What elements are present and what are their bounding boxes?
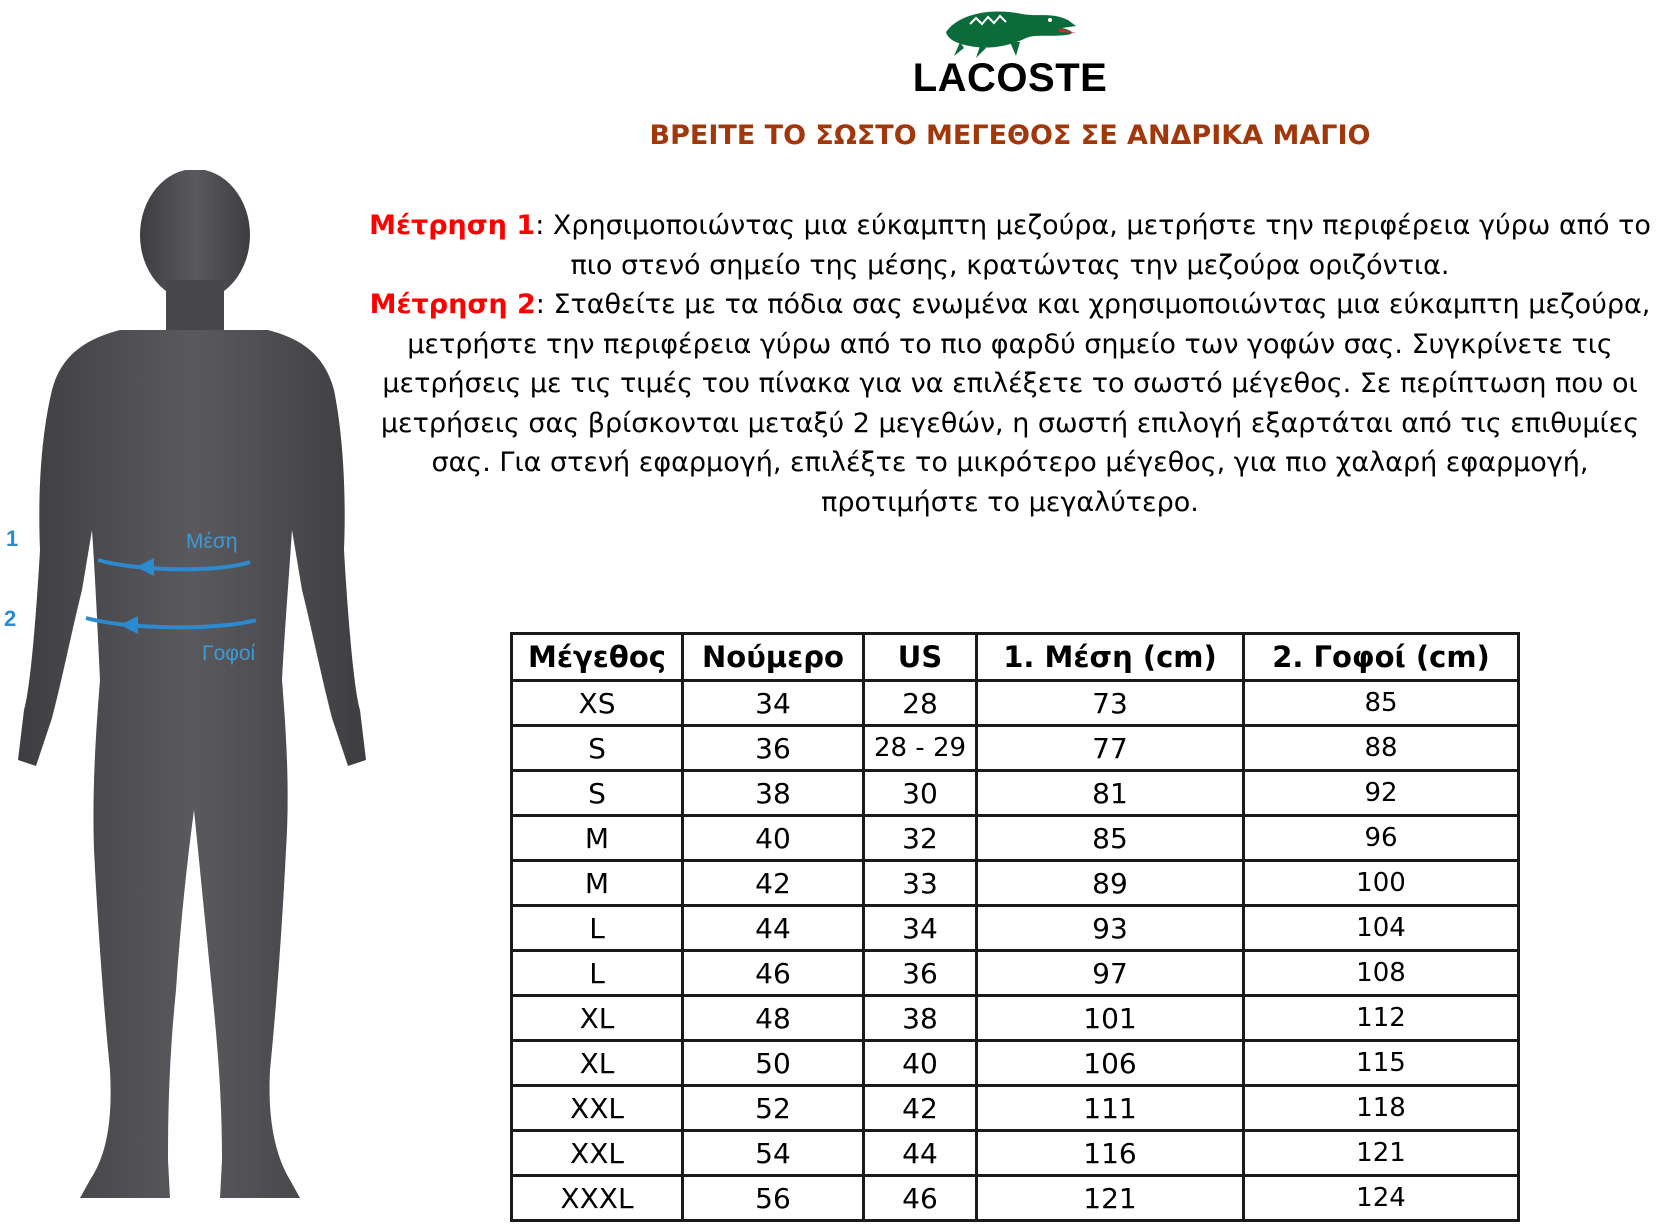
cell-number: 56 — [683, 1176, 864, 1221]
table-row — [512, 771, 1519, 816]
brand-name: LACOSTE — [912, 56, 1108, 100]
size-table — [510, 632, 1520, 1222]
cell-number: 44 — [683, 906, 864, 951]
cell-number: 34 — [683, 681, 864, 726]
cell-waist: 89 — [977, 861, 1244, 906]
cell-hips: 118 — [1244, 1086, 1519, 1131]
page-title: ΒΡΕΙΤΕ ΤΟ ΣΩΣΤΟ ΜΕΓΕΘΟΣ ΣΕ ΑΝΔΡΙΚΑ ΜΑΓΙΟ — [649, 120, 1371, 151]
cell-us: 46 — [864, 1176, 977, 1221]
cell-size: XXL — [512, 1131, 683, 1176]
table-row — [512, 681, 1519, 726]
table-body — [512, 681, 1519, 1221]
cell-hips: 85 — [1244, 681, 1519, 726]
cell-hips: 88 — [1244, 726, 1519, 771]
cell-hips: 124 — [1244, 1176, 1519, 1221]
cell-us: 36 — [864, 951, 977, 996]
cell-us: 44 — [864, 1131, 977, 1176]
cell-size: M — [512, 816, 683, 861]
cell-size: XL — [512, 996, 683, 1041]
cell-number: 54 — [683, 1131, 864, 1176]
hip-label: Γοφοί — [202, 642, 256, 665]
table-row — [512, 906, 1519, 951]
measurement-instructions — [360, 206, 1660, 522]
cell-size: XS — [512, 681, 683, 726]
cell-number: 48 — [683, 996, 864, 1041]
cell-us: 40 — [864, 1041, 977, 1086]
cell-hips: 92 — [1244, 771, 1519, 816]
cell-waist: 111 — [977, 1086, 1244, 1131]
cell-hips: 104 — [1244, 906, 1519, 951]
table-row — [512, 726, 1519, 771]
cell-number: 42 — [683, 861, 864, 906]
table-header-row — [512, 634, 1519, 681]
cell-hips: 115 — [1244, 1041, 1519, 1086]
cell-waist: 121 — [977, 1176, 1244, 1221]
cell-number: 36 — [683, 726, 864, 771]
cell-waist: 106 — [977, 1041, 1244, 1086]
header-us: US — [864, 634, 977, 681]
cell-waist: 93 — [977, 906, 1244, 951]
table-row — [512, 1041, 1519, 1086]
cell-number: 50 — [683, 1041, 864, 1086]
cell-us: 33 — [864, 861, 977, 906]
table-row — [512, 816, 1519, 861]
cell-number: 38 — [683, 771, 864, 816]
cell-waist: 116 — [977, 1131, 1244, 1176]
cell-waist: 97 — [977, 951, 1244, 996]
cell-us: 28 — [864, 681, 977, 726]
brand-logo — [900, 0, 1120, 104]
cell-us: 30 — [864, 771, 977, 816]
cell-waist: 73 — [977, 681, 1244, 726]
cell-waist: 101 — [977, 996, 1244, 1041]
header-hips: 2. Γοφοί (cm) — [1244, 634, 1519, 681]
body-silhouette-icon — [0, 170, 370, 1220]
cell-waist: 81 — [977, 771, 1244, 816]
cell-number: 52 — [683, 1086, 864, 1131]
cell-us: 38 — [864, 996, 977, 1041]
marker-1: 1 — [6, 526, 19, 551]
cell-size: XL — [512, 1041, 683, 1086]
cell-size: L — [512, 906, 683, 951]
step2-text: : Σταθείτε με τα πόδια σας ενωμένα και χρησιμοποιώντας μια εύκαμπτη μεζούρα, μετρήστε την περιφέρεια γύρω από το πιο φαρδύ σημείο των γοφών σας. — [407, 289, 1651, 360]
cell-number: 40 — [683, 816, 864, 861]
cell-us: 28 - 29 — [864, 726, 977, 771]
cell-size: XXXL — [512, 1176, 683, 1221]
cell-waist: 77 — [977, 726, 1244, 771]
step1-label: Μέτρηση 1 — [369, 210, 536, 241]
marker-2: 2 — [4, 606, 17, 631]
cell-hips: 112 — [1244, 996, 1519, 1041]
header-waist: 1. Μέση (cm) — [977, 634, 1244, 681]
waist-label: Μέση — [186, 530, 238, 553]
cell-us: 42 — [864, 1086, 977, 1131]
cell-us: 32 — [864, 816, 977, 861]
table-row — [512, 951, 1519, 996]
step1-text: : Χρησιμοποιώντας μια εύκαμπτη μεζούρα, μετρήστε την περιφέρεια γύρω από το πιο στενό σημείο της μέσης, κρατώντας την μεζούρα οριζόντια. — [535, 210, 1651, 281]
table-row — [512, 1086, 1519, 1131]
table-row — [512, 861, 1519, 906]
cell-hips: 100 — [1244, 861, 1519, 906]
cell-hips: 96 — [1244, 816, 1519, 861]
cell-size: L — [512, 951, 683, 996]
cell-size: S — [512, 771, 683, 816]
body-figure — [0, 170, 370, 1220]
cell-size: XXL — [512, 1086, 683, 1131]
crocodile-logo-icon — [940, 2, 1080, 58]
table-row — [512, 996, 1519, 1041]
table-row — [512, 1131, 1519, 1176]
table-row — [512, 1176, 1519, 1221]
cell-size: S — [512, 726, 683, 771]
cell-hips: 108 — [1244, 951, 1519, 996]
step2-label: Μέτρηση 2 — [369, 289, 536, 320]
header-size: Μέγεθος — [512, 634, 683, 681]
header-number: Νούμερο — [683, 634, 864, 681]
compare-text: Συγκρίνετε τις μετρήσεις με τις τιμές του πίνακα για να επιλέξετε το σωστό μέγεθος. Σε περίπτωση που οι μετρήσεις σας βρίσκονται μεταξύ 2 μεγεθών, η σωστή επιλογή εξαρτάται από τις επιθυμίες σας. Για στενή εφαρμογή, επιλέξτε το μικρότερο μέγεθος, για πιο χαλαρή εφαρμογή, προτιμήστε το μεγαλύτερο. — [380, 328, 1640, 518]
cell-hips: 121 — [1244, 1131, 1519, 1176]
cell-size: M — [512, 861, 683, 906]
cell-waist: 85 — [977, 816, 1244, 861]
cell-number: 46 — [683, 951, 864, 996]
cell-us: 34 — [864, 906, 977, 951]
